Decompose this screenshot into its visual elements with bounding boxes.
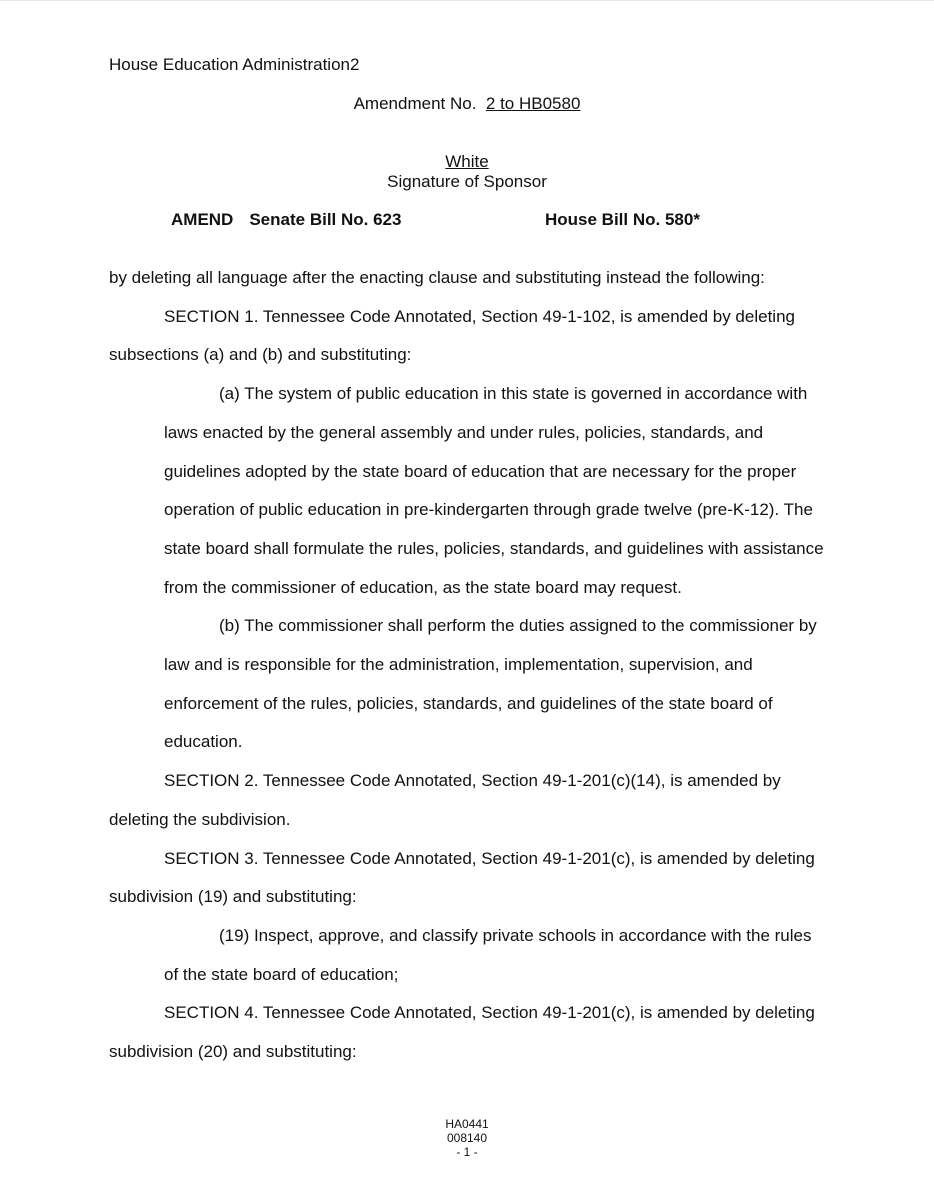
committee-name: House Education Administration2	[109, 55, 360, 74]
amendment-number	[0, 94, 934, 114]
sponsor-name: White	[445, 152, 489, 171]
sponsor-caption: Signature of Sponsor	[387, 172, 547, 191]
house-bill-number: House Bill No. 580*	[545, 210, 700, 229]
amend-line	[171, 210, 401, 230]
footer-code-2: 008140	[446, 1131, 488, 1145]
amend-keyword: AMEND	[171, 210, 234, 229]
senate-bill-number: Senate Bill No. 623	[249, 210, 402, 229]
section-3: SECTION 3. Tennessee Code Annotated, Section 49-1-201(c), is amended by deleting subdivision (19) and substituting:	[109, 848, 815, 907]
page-footer	[0, 1117, 934, 1159]
section-1-subsection-b: (b) The commissioner shall perform the duties assigned to the commissioner by law and is responsible for the administration, implementation, supervision, and enforcement of the rules, policies, standards, and guidelines of the state board of education.	[164, 616, 817, 752]
amendment-body	[109, 259, 824, 1072]
amendment-label: Amendment No.	[353, 94, 477, 113]
amendment-value: 2 to HB0580	[485, 94, 581, 113]
section-1-subsection-a: (a) The system of public education in this state is governed in accordance with laws enacted by the general assembly and under rules, policies, standards, and guidelines adopted by the state board of education that are necessary for the proper operation of public education in pre-kindergarten through grade twelve (pre-K-12). The state board shall formulate the rules, policies, standards, and guidelines with assistance from the commissioner of education, as the state board may request.	[164, 384, 824, 597]
section-2: SECTION 2. Tennessee Code Annotated, Section 49-1-201(c)(14), is amended by deleting the subdivision.	[109, 771, 781, 829]
section-3-subdivision-19: (19) Inspect, approve, and classify private schools in accordance with the rules of the state board of education;	[164, 925, 812, 984]
intro-paragraph: by deleting all language after the enacting clause and substituting instead the following:	[109, 268, 765, 287]
section-4: SECTION 4. Tennessee Code Annotated, Section 49-1-201(c), is amended by deleting subdivision (20) and substituting:	[109, 1003, 815, 1062]
footer-code-1: HA0441	[445, 1117, 489, 1131]
section-1: SECTION 1. Tennessee Code Annotated, Section 49-1-102, is amended by deleting subsections (a) and (b) and substituting:	[109, 306, 795, 365]
page-number: - 1 -	[456, 1145, 478, 1159]
